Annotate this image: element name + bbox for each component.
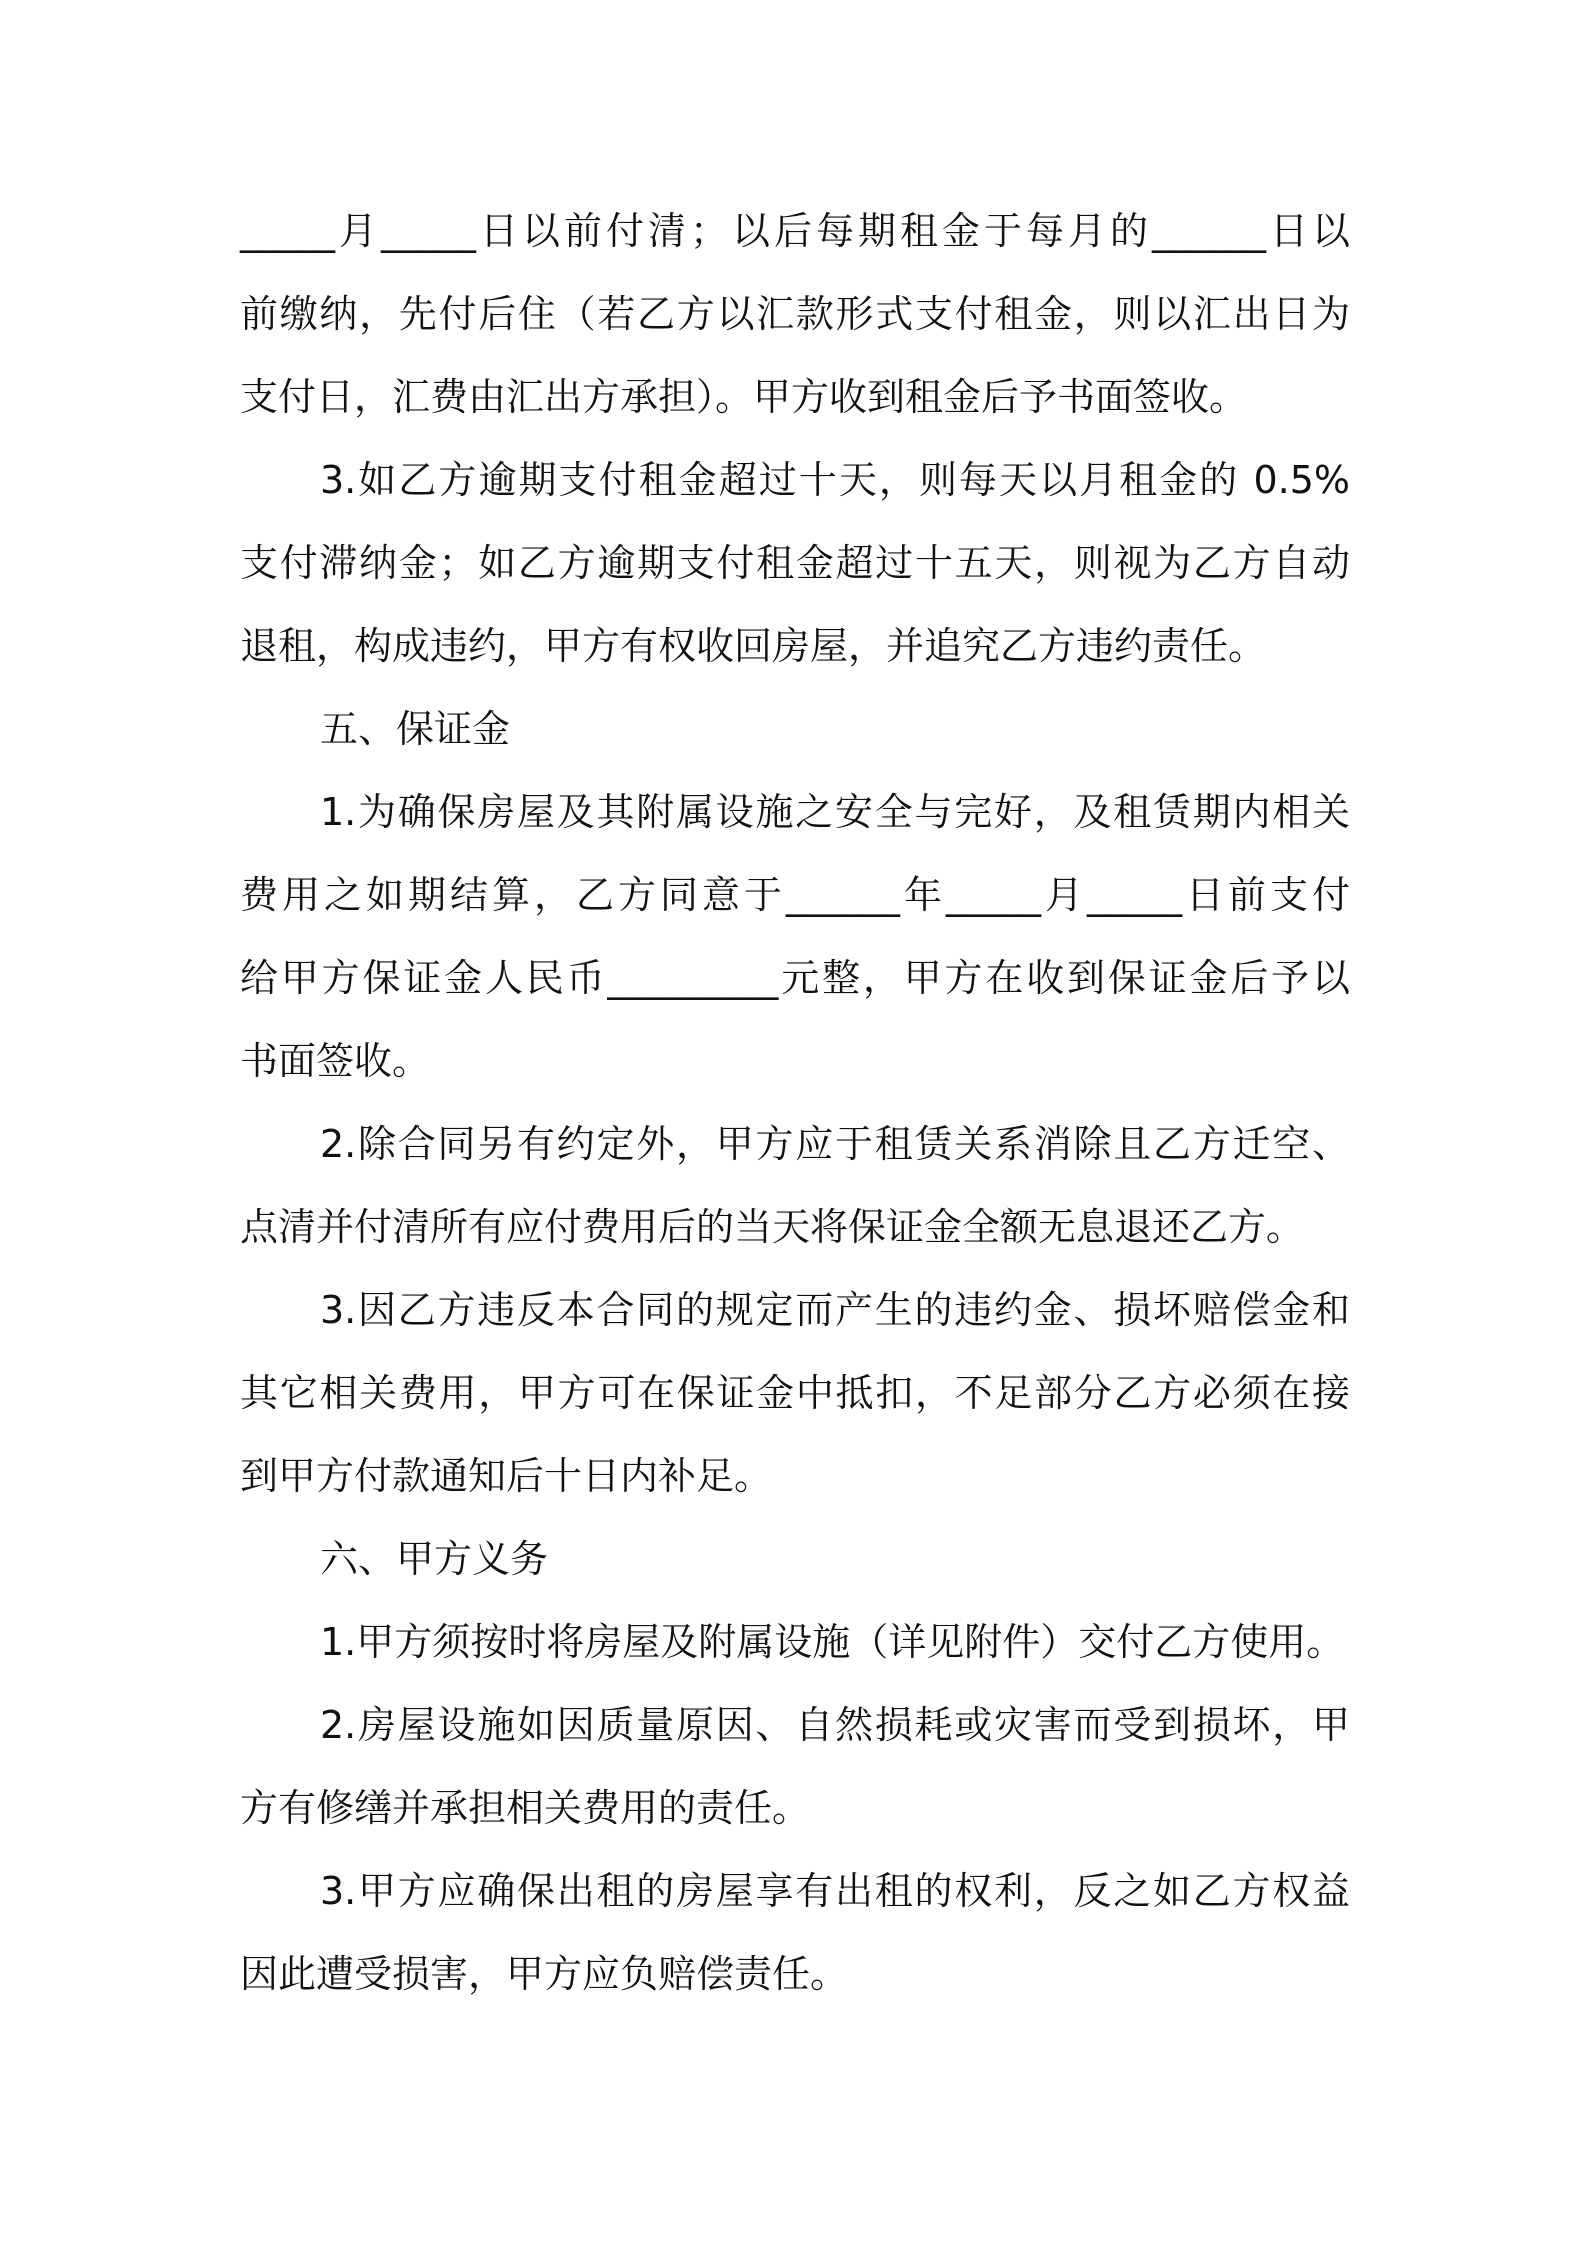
text-line: 点清并付清所有应付费用后的当天将保证金全额无息退还乙方。 [240,1205,1305,1249]
clause-5-3: 3.因乙方违反本合同的规定而产生的违约金、损坏赔偿金和 [320,1288,1350,1332]
text-line: 给甲方保证金人民币_________元整，甲方在收到保证金后予以 [240,956,1350,1000]
text-line: 方有修缮并承担相关费用的责任。 [240,1786,811,1830]
text-line: 支付日，汇费由汇出方承担）。甲方收到租金后予书面签收。 [240,375,1248,419]
clause-5-2: 2.除合同另有约定外，甲方应于租赁关系消除且乙方迁空、 [320,1122,1350,1166]
text-line: 到甲方付款通知后十日内补足。 [240,1454,773,1498]
text-line: 书面签收。 [240,1039,431,1083]
section-heading-party-a-obligations: 六、甲方义务 [320,1537,549,1581]
section-heading-deposit: 五、保证金 [320,707,511,751]
text-line: 前缴纳，先付后住（若乙方以汇款形式支付租金，则以汇出日为 [240,292,1350,336]
contract-text-body [240,190,1350,2016]
clause-4-3: 3.如乙方逾期支付租金超过十天，则每天以月租金的 0.5% [320,458,1350,502]
clause-5-1: 1.为确保房屋及其附属设施之安全与完好，及租赁期内相关 [320,790,1350,834]
clause-6-2: 2.房屋设施如因质量原因、自然损耗或灾害而受到损坏，甲 [320,1703,1350,1747]
text-line: 支付滞纳金；如乙方逾期支付租金超过十五天，则视为乙方自动 [240,541,1350,585]
text-line: 因此遭受损害，甲方应负赔偿责任。 [240,1952,849,1996]
clause-6-1: 1.甲方须按时将房屋及附属设施（详见附件）交付乙方使用。 [320,1620,1345,1664]
text-line: 费用之如期结算，乙方同意于______年_____月_____日前支付 [240,873,1350,917]
text-line: 退租，构成违约，甲方有权收回房屋，并追究乙方违约责任。 [240,624,1267,668]
clause-6-3: 3.甲方应确保出租的房屋享有出租的权利，反之如乙方权益 [320,1869,1350,1913]
text-line: _____月_____日以前付清；以后每期租金于每月的______日以 [240,209,1350,253]
text-line: 其它相关费用，甲方可在保证金中抵扣，不足部分乙方必须在接 [240,1371,1350,1415]
